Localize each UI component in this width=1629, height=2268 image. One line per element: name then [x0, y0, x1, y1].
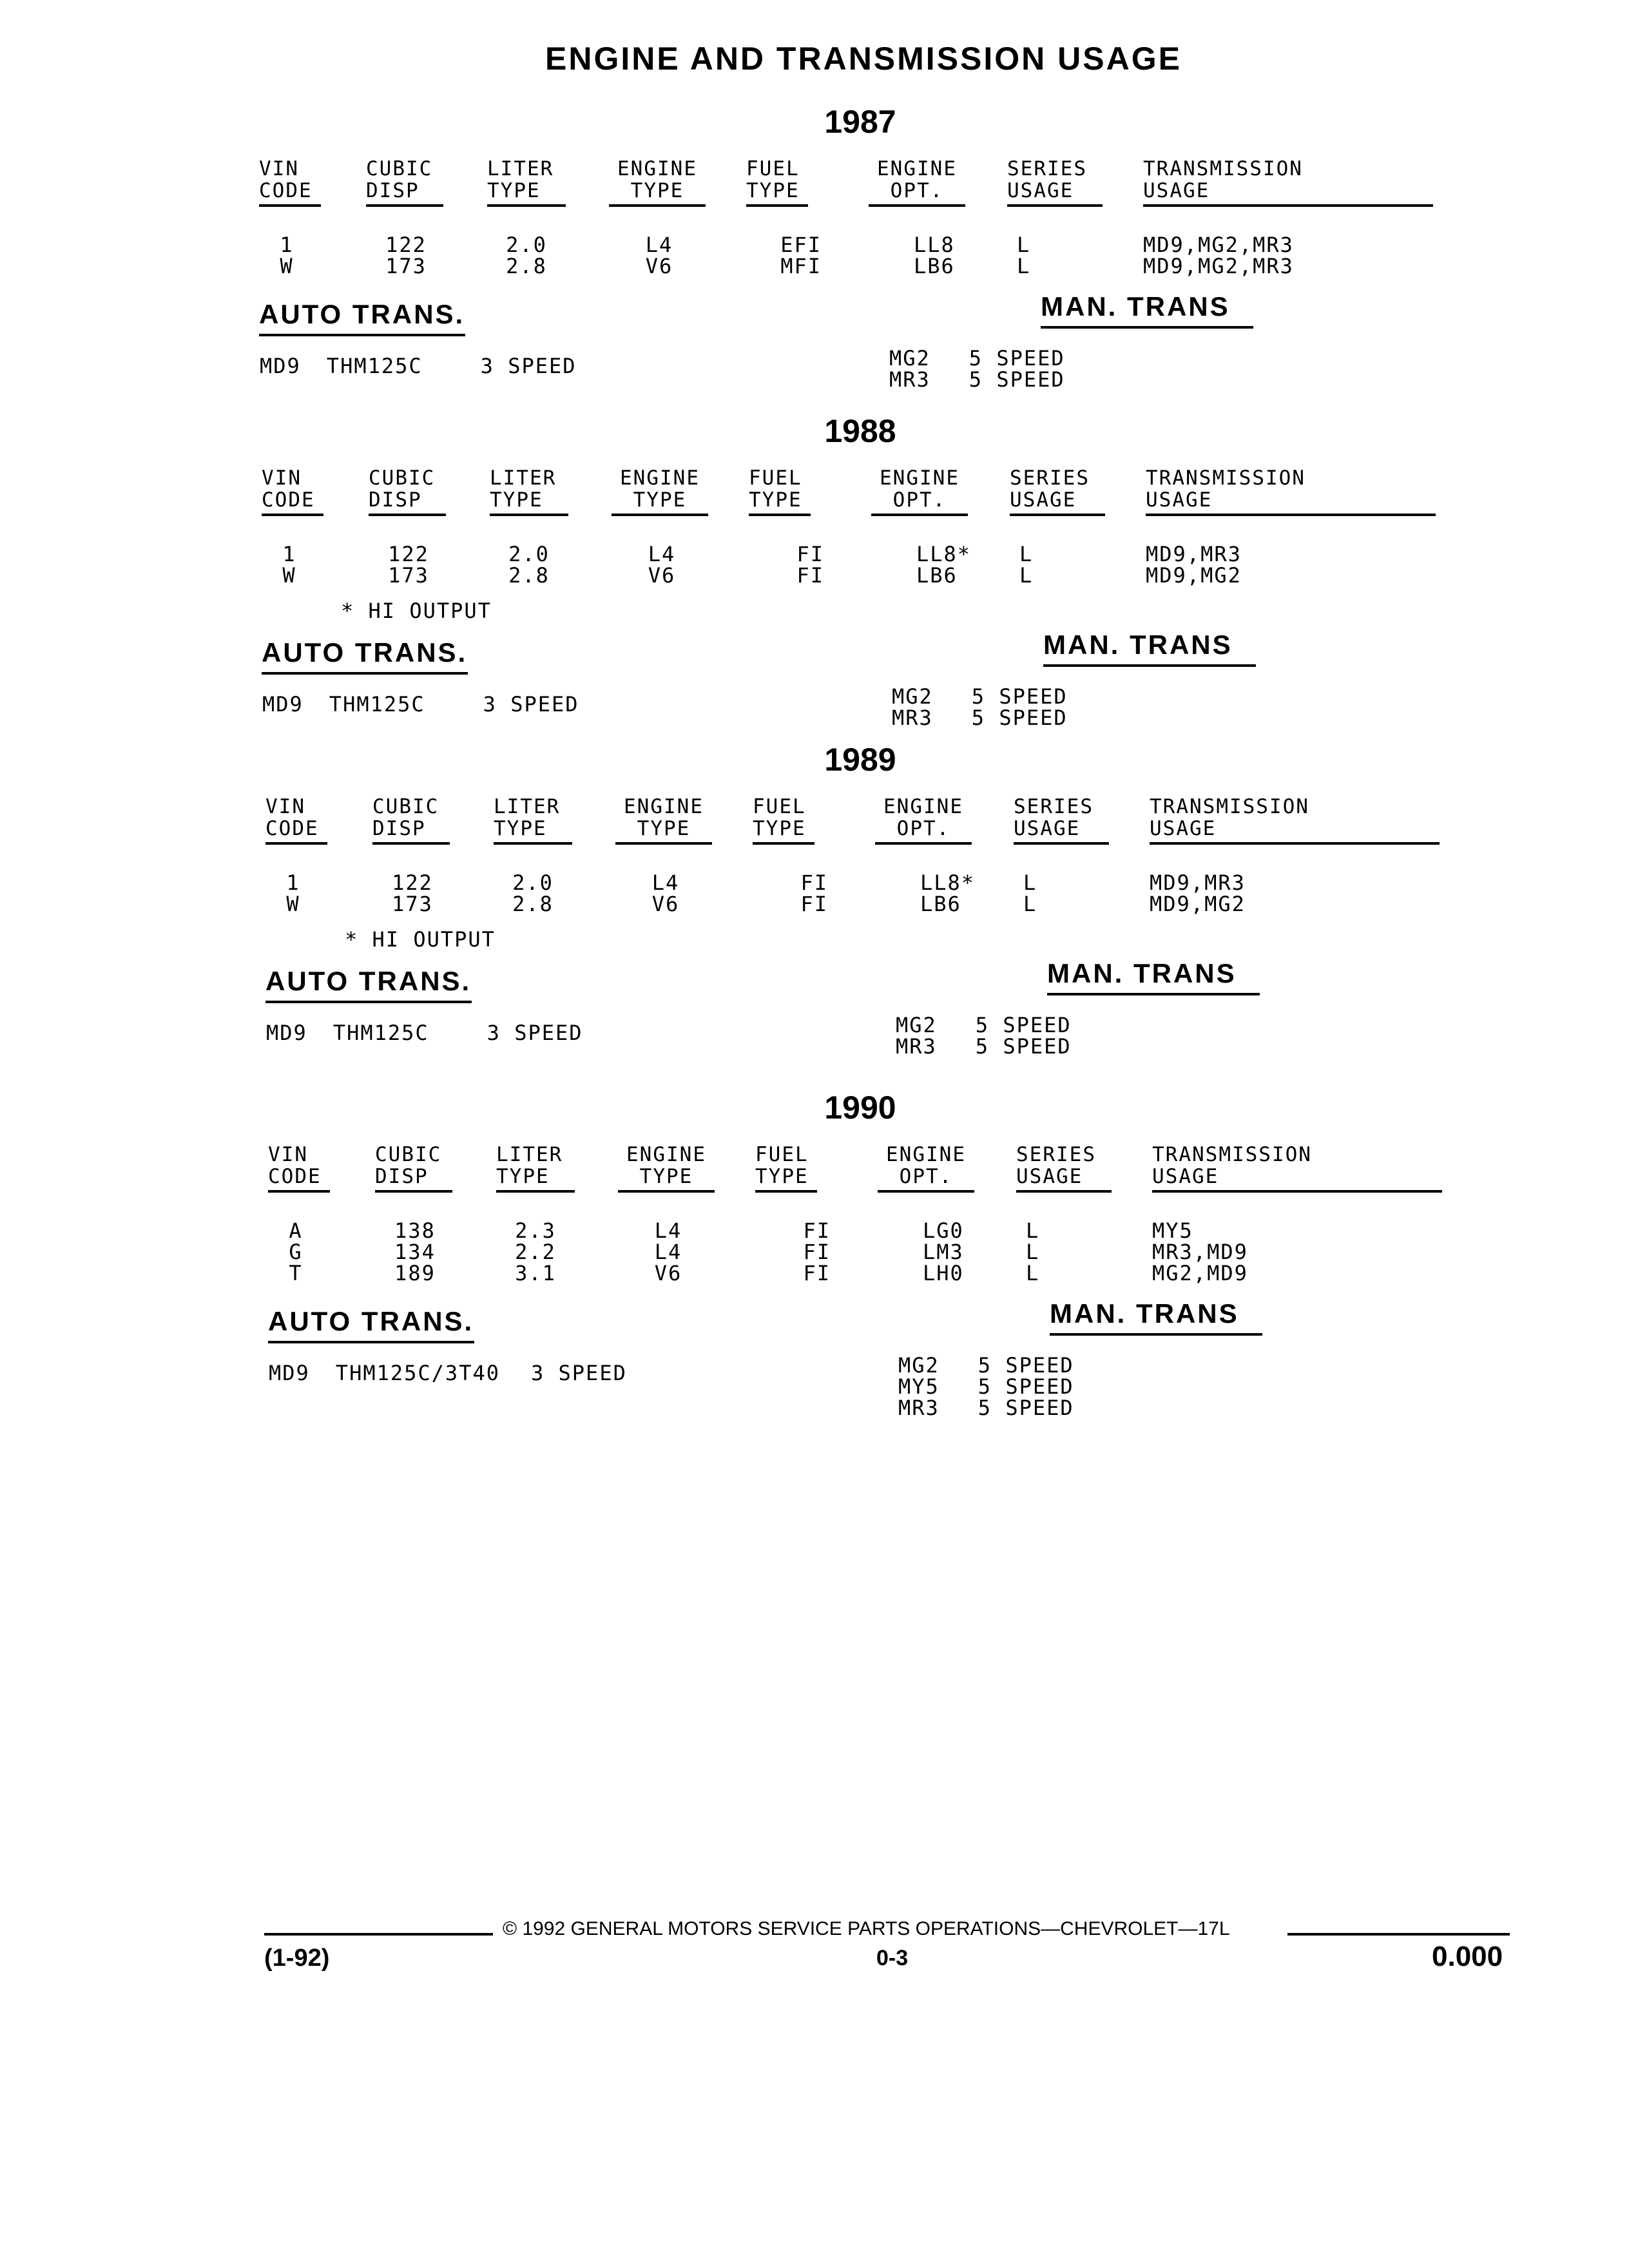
table-cell: 2.2 — [515, 1240, 556, 1264]
table-cell: FI — [800, 870, 828, 895]
column-header-line1: LITER — [496, 1143, 563, 1166]
table-cell: L4 — [645, 233, 673, 257]
table-cell: 2.8 — [508, 563, 550, 588]
column-header-line2: DISP — [369, 488, 422, 512]
column-header-line1: ENGINE — [617, 157, 697, 180]
auto-trans-line — [260, 354, 577, 378]
manual-trans-line — [896, 1034, 1072, 1059]
manual-trans-heading: MAN. TRANS — [1050, 1298, 1262, 1336]
table-cell: LB6 — [914, 254, 955, 278]
table-cell: 2.0 — [512, 870, 554, 895]
column-header — [1010, 467, 1105, 516]
year-section — [0, 741, 1629, 1063]
manual-trans-speed: 5 SPEED — [978, 1353, 1074, 1378]
table-cell: V6 — [648, 563, 676, 588]
table-cell: LL8* — [920, 870, 976, 895]
manual-trans-speed: 5 SPEED — [969, 346, 1065, 370]
table-cell: 2.8 — [506, 254, 547, 278]
manual-trans-code: MG2 — [889, 346, 930, 370]
column-header-line2: USAGE — [1016, 1165, 1083, 1188]
page-title: ENGINE AND TRANSMISSION USAGE — [545, 41, 1182, 77]
table-cell: V6 — [654, 1261, 682, 1285]
table-cell: MD9,MG2 — [1146, 563, 1242, 588]
footer-page-number: 0-3 — [876, 1946, 909, 1970]
manual-trans-code: MG2 — [898, 1353, 940, 1378]
table-cell: G — [289, 1240, 303, 1264]
column-header-line1: ENGINE — [620, 466, 700, 490]
auto-trans-code: MD9 — [262, 692, 304, 716]
manual-trans-heading: MAN. TRANS — [1041, 291, 1253, 329]
footer-rule-left — [264, 1933, 493, 1936]
table-row — [0, 255, 1629, 277]
auto-trans-model: THM125C/3T40 — [335, 1361, 500, 1385]
auto-trans-speed: 3 SPEED — [530, 1361, 627, 1385]
column-header-line2: DISP — [375, 1165, 429, 1188]
table-cell: W — [280, 254, 294, 278]
column-header-line1: CUBIC — [372, 795, 439, 818]
table-cell: 173 — [388, 563, 429, 588]
column-header-line2: CODE — [265, 817, 319, 840]
column-header — [749, 467, 811, 516]
year-heading: 1989 — [824, 742, 896, 778]
table-row — [0, 893, 1629, 915]
column-header — [494, 796, 572, 845]
table-cell: FI — [803, 1218, 831, 1243]
column-header — [612, 467, 708, 516]
column-header-line2: USAGE — [1014, 817, 1081, 840]
table-row — [0, 564, 1629, 586]
table-row — [0, 1220, 1629, 1242]
table-cell: 2.0 — [506, 233, 547, 257]
column-header — [1152, 1144, 1442, 1193]
column-header-row — [0, 158, 1629, 216]
table-cell: L — [1026, 1261, 1040, 1285]
column-header-line1: VIN — [262, 466, 302, 490]
table-cell: W — [282, 563, 296, 588]
table-cell: LB6 — [920, 892, 961, 916]
table-cell: L4 — [648, 542, 676, 566]
column-header-row — [0, 467, 1629, 525]
table-cell: W — [286, 892, 300, 916]
year-heading: 1987 — [824, 104, 896, 140]
column-header-line2: DISP — [372, 817, 426, 840]
column-header-line2: TYPE — [487, 179, 541, 202]
column-header — [1150, 796, 1440, 845]
column-header-line1: LITER — [490, 466, 557, 490]
year-heading: 1988 — [824, 413, 896, 449]
table-cell: MFI — [780, 254, 822, 278]
table-cell: 138 — [394, 1218, 436, 1243]
column-header-line2: USAGE — [1152, 1165, 1219, 1188]
column-header-line2: USAGE — [1007, 179, 1074, 202]
auto-trans-code: MD9 — [260, 354, 301, 378]
column-header-line1: FUEL — [746, 157, 800, 180]
column-header-line1: CUBIC — [369, 466, 436, 490]
table-cell: L — [1026, 1240, 1040, 1264]
auto-trans-model: THM125C — [326, 354, 423, 378]
column-header — [615, 796, 712, 845]
manual-trans-code: MR3 — [889, 367, 930, 392]
column-header-line2: TYPE — [755, 1165, 809, 1188]
column-header — [268, 1144, 330, 1193]
column-header-line1: SERIES — [1014, 795, 1094, 818]
table-cell: 122 — [385, 233, 427, 257]
column-header-line2: TYPE — [494, 817, 547, 840]
auto-trans-line — [269, 1361, 627, 1385]
footer-date: (1-92) — [264, 1945, 330, 1972]
column-header-line1: SERIES — [1007, 157, 1087, 180]
column-header-line1: VIN — [259, 157, 299, 180]
table-cell: 173 — [392, 892, 433, 916]
column-header-line2: TYPE — [637, 817, 691, 840]
column-header-line1: VIN — [268, 1143, 308, 1166]
column-header-line1: FUEL — [755, 1143, 809, 1166]
table-cell: FI — [800, 892, 828, 916]
column-header-line2: OPT. — [896, 817, 950, 840]
table-cell: L4 — [651, 870, 680, 895]
manual-trans-code: MR3 — [896, 1034, 937, 1059]
column-header-row — [0, 1144, 1629, 1202]
table-cell: LM3 — [923, 1240, 964, 1264]
table-cell: MD9,MR3 — [1150, 870, 1246, 895]
column-header-line1: SERIES — [1016, 1143, 1096, 1166]
column-header — [487, 158, 566, 207]
column-header — [755, 1144, 817, 1193]
column-header-line2: OPT. — [890, 179, 944, 202]
column-header-line1: CUBIC — [366, 157, 433, 180]
year-section — [0, 412, 1629, 735]
auto-trans-heading: AUTO TRANS. — [262, 637, 468, 675]
column-header-line2: TYPE — [630, 179, 684, 202]
table-cell: LG0 — [923, 1218, 964, 1243]
column-header — [753, 796, 815, 845]
table-cell: 1 — [286, 870, 300, 895]
footer-index: 0.000 — [1432, 1941, 1503, 1972]
column-header-line2: TYPE — [639, 1165, 693, 1188]
manual-trans-line — [898, 1396, 1074, 1420]
footer-copyright: © 1992 GENERAL MOTORS SERVICE PARTS OPERATIONS—CHEVROLET—17L — [503, 1918, 1230, 1939]
table-cell: 2.0 — [508, 542, 550, 566]
table-cell: FI — [796, 542, 824, 566]
table-cell: A — [289, 1218, 303, 1243]
table-cell: L — [1026, 1218, 1040, 1243]
manual-trans-code: MR3 — [898, 1396, 940, 1420]
manual-trans-code: MR3 — [892, 706, 933, 730]
column-header-line1: TRANSMISSION — [1146, 466, 1306, 490]
table-cell: 3.1 — [515, 1261, 556, 1285]
column-header — [1007, 158, 1103, 207]
auto-trans-heading: AUTO TRANS. — [268, 1306, 474, 1343]
table-cell: 1 — [280, 233, 294, 257]
column-header — [366, 158, 443, 207]
column-header — [1016, 1144, 1112, 1193]
footnote-hi-output: * HI OUTPUT — [341, 599, 492, 623]
column-header — [1146, 467, 1436, 516]
table-cell: 173 — [385, 254, 427, 278]
column-header — [1014, 796, 1109, 845]
column-header-line1: TRANSMISSION — [1152, 1143, 1312, 1166]
table-cell: T — [289, 1261, 303, 1285]
table-cell: L — [1017, 233, 1031, 257]
manual-trans-code: MG2 — [892, 684, 933, 709]
auto-trans-heading: AUTO TRANS. — [259, 299, 465, 336]
column-header-line1: LITER — [487, 157, 554, 180]
column-header-line1: ENGINE — [883, 795, 963, 818]
column-header-line2: OPT. — [899, 1165, 953, 1188]
manual-trans-speed: 5 SPEED — [978, 1396, 1074, 1420]
column-header-line2: OPT. — [892, 488, 947, 512]
column-header-line1: ENGINE — [877, 157, 957, 180]
manual-trans-speed: 5 SPEED — [978, 1374, 1074, 1399]
table-cell: V6 — [645, 254, 673, 278]
auto-trans-model: THM125C — [329, 692, 425, 716]
column-header-line2: TYPE — [749, 488, 802, 512]
table-cell: FI — [796, 563, 824, 588]
column-header-line1: ENGINE — [886, 1143, 966, 1166]
table-cell: LB6 — [916, 563, 958, 588]
table-cell: MD9,MG2,MR3 — [1143, 254, 1294, 278]
column-header — [375, 1144, 452, 1193]
table-cell: L — [1019, 542, 1034, 566]
column-header — [869, 158, 965, 207]
column-header-line1: ENGINE — [624, 795, 704, 818]
manual-trans-line — [889, 367, 1065, 392]
column-header-line2: USAGE — [1150, 817, 1217, 840]
auto-trans-heading: AUTO TRANS. — [265, 966, 472, 1003]
table-row — [0, 234, 1629, 256]
year-section — [0, 1089, 1629, 1420]
column-header — [265, 796, 327, 845]
table-cell: L — [1023, 870, 1037, 895]
table-cell: MR3,MD9 — [1152, 1240, 1248, 1264]
column-header — [496, 1144, 575, 1193]
table-cell: L — [1019, 563, 1034, 588]
table-cell: MG2,MD9 — [1152, 1261, 1248, 1285]
manual-trans-code: MY5 — [898, 1374, 940, 1399]
table-cell: L — [1017, 254, 1031, 278]
table-cell: MD9,MR3 — [1146, 542, 1242, 566]
column-header-line1: CUBIC — [375, 1143, 442, 1166]
column-header-line2: TYPE — [746, 179, 800, 202]
table-row — [0, 1262, 1629, 1284]
column-header-line1: TRANSMISSION — [1143, 157, 1303, 180]
table-cell: 2.8 — [512, 892, 554, 916]
column-header-line2: CODE — [259, 179, 313, 202]
column-header — [490, 467, 568, 516]
auto-trans-model: THM125C — [333, 1021, 429, 1045]
column-header-line1: FUEL — [753, 795, 806, 818]
column-header-line1: TRANSMISSION — [1150, 795, 1309, 818]
table-row — [0, 1241, 1629, 1263]
table-cell: L4 — [654, 1218, 682, 1243]
auto-trans-speed: 3 SPEED — [483, 692, 579, 716]
column-header-line1: SERIES — [1010, 466, 1090, 490]
column-header-row — [0, 796, 1629, 854]
column-header — [369, 467, 446, 516]
column-header-line2: CODE — [262, 488, 315, 512]
column-header — [372, 796, 450, 845]
auto-trans-speed: 3 SPEED — [487, 1021, 583, 1045]
column-header-line2: TYPE — [490, 488, 543, 512]
column-header — [259, 158, 321, 207]
table-cell: 134 — [394, 1240, 436, 1264]
column-header — [871, 467, 968, 516]
table-cell: 1 — [282, 542, 296, 566]
table-cell: LL8 — [914, 233, 955, 257]
auto-trans-line — [262, 692, 579, 716]
manual-trans-speed: 5 SPEED — [969, 367, 1065, 392]
column-header-line1: ENGINE — [880, 466, 959, 490]
auto-trans-code: MD9 — [269, 1361, 310, 1385]
year-heading: 1990 — [824, 1090, 896, 1126]
column-header — [262, 467, 323, 516]
column-header — [746, 158, 808, 207]
manual-trans-heading: MAN. TRANS — [1047, 958, 1260, 995]
column-header — [618, 1144, 715, 1193]
table-cell: 189 — [394, 1261, 436, 1285]
column-header-line2: DISP — [366, 179, 419, 202]
table-cell: 122 — [392, 870, 433, 895]
table-cell: MD9,MG2 — [1150, 892, 1246, 916]
table-cell: L4 — [654, 1240, 682, 1264]
column-header-line2: TYPE — [496, 1165, 550, 1188]
auto-trans-speed: 3 SPEED — [480, 354, 577, 378]
column-header — [878, 1144, 974, 1193]
table-cell: V6 — [651, 892, 680, 916]
table-row — [0, 543, 1629, 565]
table-row — [0, 872, 1629, 894]
column-header-line2: TYPE — [633, 488, 687, 512]
footnote-hi-output: * HI OUTPUT — [345, 927, 496, 952]
column-header-line1: LITER — [494, 795, 561, 818]
column-header-line2: USAGE — [1010, 488, 1077, 512]
column-header-line1: VIN — [265, 795, 305, 818]
column-header-line1: FUEL — [749, 466, 802, 490]
table-cell: MD9,MG2,MR3 — [1143, 233, 1294, 257]
table-cell: MY5 — [1152, 1218, 1193, 1243]
manual-trans-line — [892, 706, 1068, 730]
manual-trans-speed: 5 SPEED — [971, 706, 1068, 730]
table-cell: EFI — [780, 233, 822, 257]
table-cell: FI — [803, 1261, 831, 1285]
footer-rule-right — [1287, 1933, 1510, 1936]
manual-trans-speed: 5 SPEED — [975, 1034, 1072, 1059]
column-header-line2: TYPE — [753, 817, 806, 840]
column-header-line2: CODE — [268, 1165, 322, 1188]
auto-trans-line — [266, 1021, 583, 1045]
column-header — [875, 796, 972, 845]
column-header-line2: USAGE — [1146, 488, 1213, 512]
table-cell: LL8* — [916, 542, 972, 566]
manual-trans-heading: MAN. TRANS — [1043, 629, 1256, 667]
manual-trans-code: MG2 — [896, 1013, 937, 1037]
year-section — [0, 103, 1629, 425]
column-header — [1143, 158, 1433, 207]
table-cell: LH0 — [923, 1261, 964, 1285]
table-cell: FI — [803, 1240, 831, 1264]
auto-trans-code: MD9 — [266, 1021, 307, 1045]
column-header-line1: ENGINE — [626, 1143, 706, 1166]
column-header-line2: USAGE — [1143, 179, 1210, 202]
column-header — [609, 158, 706, 207]
manual-trans-speed: 5 SPEED — [975, 1013, 1072, 1037]
table-cell: 122 — [388, 542, 429, 566]
manual-trans-speed: 5 SPEED — [971, 684, 1068, 709]
table-cell: 2.3 — [515, 1218, 556, 1243]
table-cell: L — [1023, 892, 1037, 916]
